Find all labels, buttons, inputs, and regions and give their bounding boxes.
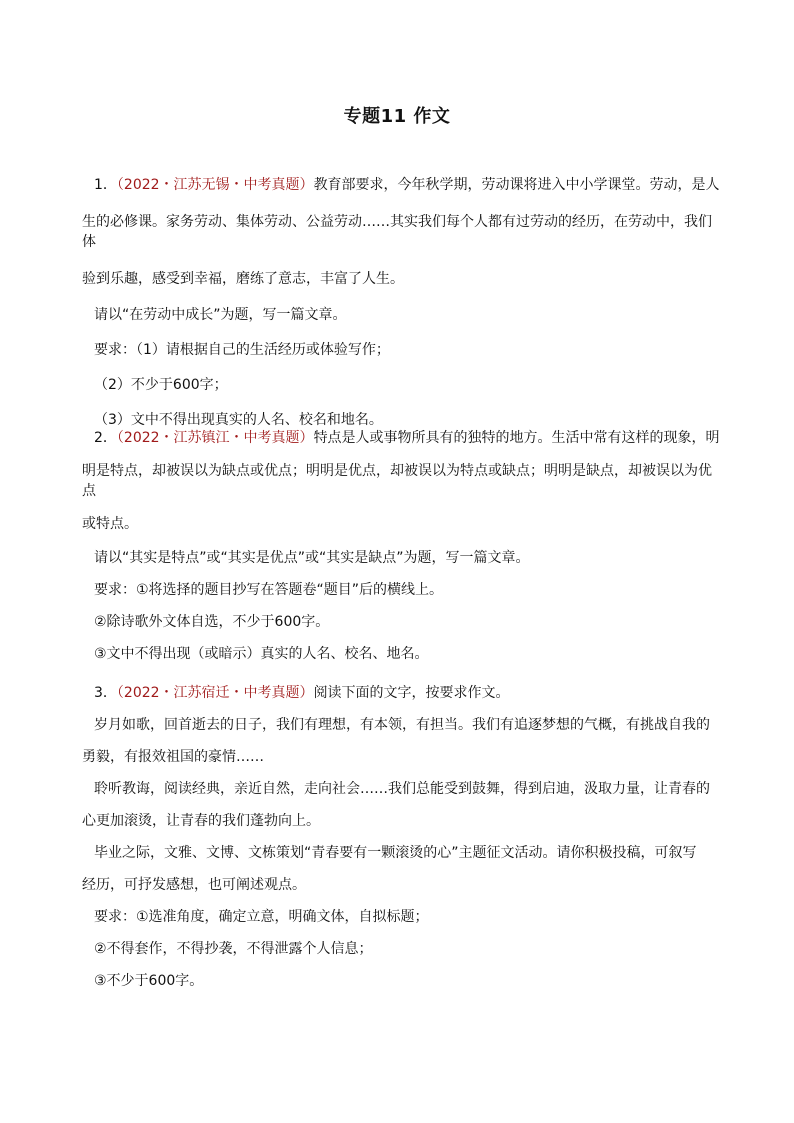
q3-req-1: 要求：①选准角度，确定立意，明确文体，自拟标题； bbox=[94, 909, 429, 925]
q2-number: 2． bbox=[94, 430, 117, 446]
q3-number: 3． bbox=[94, 685, 117, 701]
q3-first-line bbox=[82, 683, 722, 703]
page-title: 专题11 作文 bbox=[343, 106, 451, 127]
q1-first-line bbox=[82, 175, 722, 195]
q1-req-2: （2）不少于600字； bbox=[94, 377, 228, 393]
q1-req-3: （3）文中不得出现真实的人名、校名和地名。 bbox=[94, 412, 383, 428]
q3-req-3: ③不少于600字。 bbox=[94, 973, 204, 989]
q3-para-1-line-1: 岁月如歌，回首逝去的日子，我们有理想，有本领，有担当。我们有追逐梦想的气概，有挑战自我的 bbox=[94, 717, 710, 733]
q1-stem-2: 生的必修课。家务劳动、集体劳动、公益劳动……其实我们每个人都有过劳动的经历，在劳动中，我们体 bbox=[82, 214, 712, 250]
q3-para-2-line-2: 心更加滚烫，让青春的我们蓬勃向上。 bbox=[82, 813, 320, 829]
q2-req-3: ③文中不得出现（或暗示）真实的人名、校名、地名。 bbox=[94, 646, 429, 662]
q2-source: （2022・江苏镇江・中考真题） bbox=[116, 430, 314, 446]
q1-task: 请以“在劳动中成长”为题，写一篇文章。 bbox=[94, 307, 347, 323]
q3-para-2-line-1: 聆听教诲，阅读经典，亲近自然，走向社会……我们总能受到鼓舞，得到启迪，汲取力量，让青春的 bbox=[94, 781, 710, 797]
q1-stem-1: 教育部要求，今年秋学期，劳动课将进入中小学课堂。劳动，是人 bbox=[313, 177, 720, 193]
question-3 bbox=[82, 683, 722, 991]
q2-req-2: ②除诗歌外文体自选，不少于600字。 bbox=[94, 614, 330, 630]
question-2 bbox=[82, 428, 722, 664]
q1-number: 1． bbox=[94, 177, 117, 193]
q2-first-line bbox=[82, 428, 722, 448]
q3-stem-1: 阅读下面的文字，按要求作文。 bbox=[313, 685, 510, 701]
q1-source: （2022・江苏无锡・中考真题） bbox=[116, 177, 314, 193]
q2-stem-2: 明是特点，却被误以为缺点或优点；明明是优点，却被误以为特点或缺点；明明是缺点，却被误以为优点 bbox=[82, 463, 712, 499]
q3-req-2: ②不得套作，不得抄袭，不得泄露个人信息； bbox=[94, 941, 373, 957]
q1-stem-3: 验到乐趣，感受到幸福，磨练了意志，丰富了人生。 bbox=[82, 271, 404, 287]
q2-stem-3: 或特点。 bbox=[82, 516, 138, 532]
q3-para-1-line-2: 勇毅，有报效祖国的豪情…… bbox=[82, 749, 264, 765]
q1-req-1: 要求：（1）请根据自己的生活经历或体验写作； bbox=[94, 342, 390, 358]
q3-para-3-line-2: 经历，可抒发感想，也可阐述观点。 bbox=[82, 877, 306, 893]
q3-source: （2022・江苏宿迁・中考真题） bbox=[116, 685, 314, 701]
question-1 bbox=[82, 175, 722, 430]
q2-req-1: 要求：①将选择的题目抄写在答题卷“题目”后的横线上。 bbox=[94, 582, 444, 598]
q2-stem-1: 特点是人或事物所具有的独特的地方。生活中常有这样的现象，明 bbox=[313, 430, 720, 446]
q2-task: 请以“其实是特点”或“其实是优点”或“其实是缺点”为题，写一篇文章。 bbox=[94, 550, 530, 566]
q3-para-3-line-1: 毕业之际，文雅、文博、文栋策划“青春要有一颗滚烫的心”主题征文活动。请你积极投稿，可叙写 bbox=[94, 845, 697, 861]
